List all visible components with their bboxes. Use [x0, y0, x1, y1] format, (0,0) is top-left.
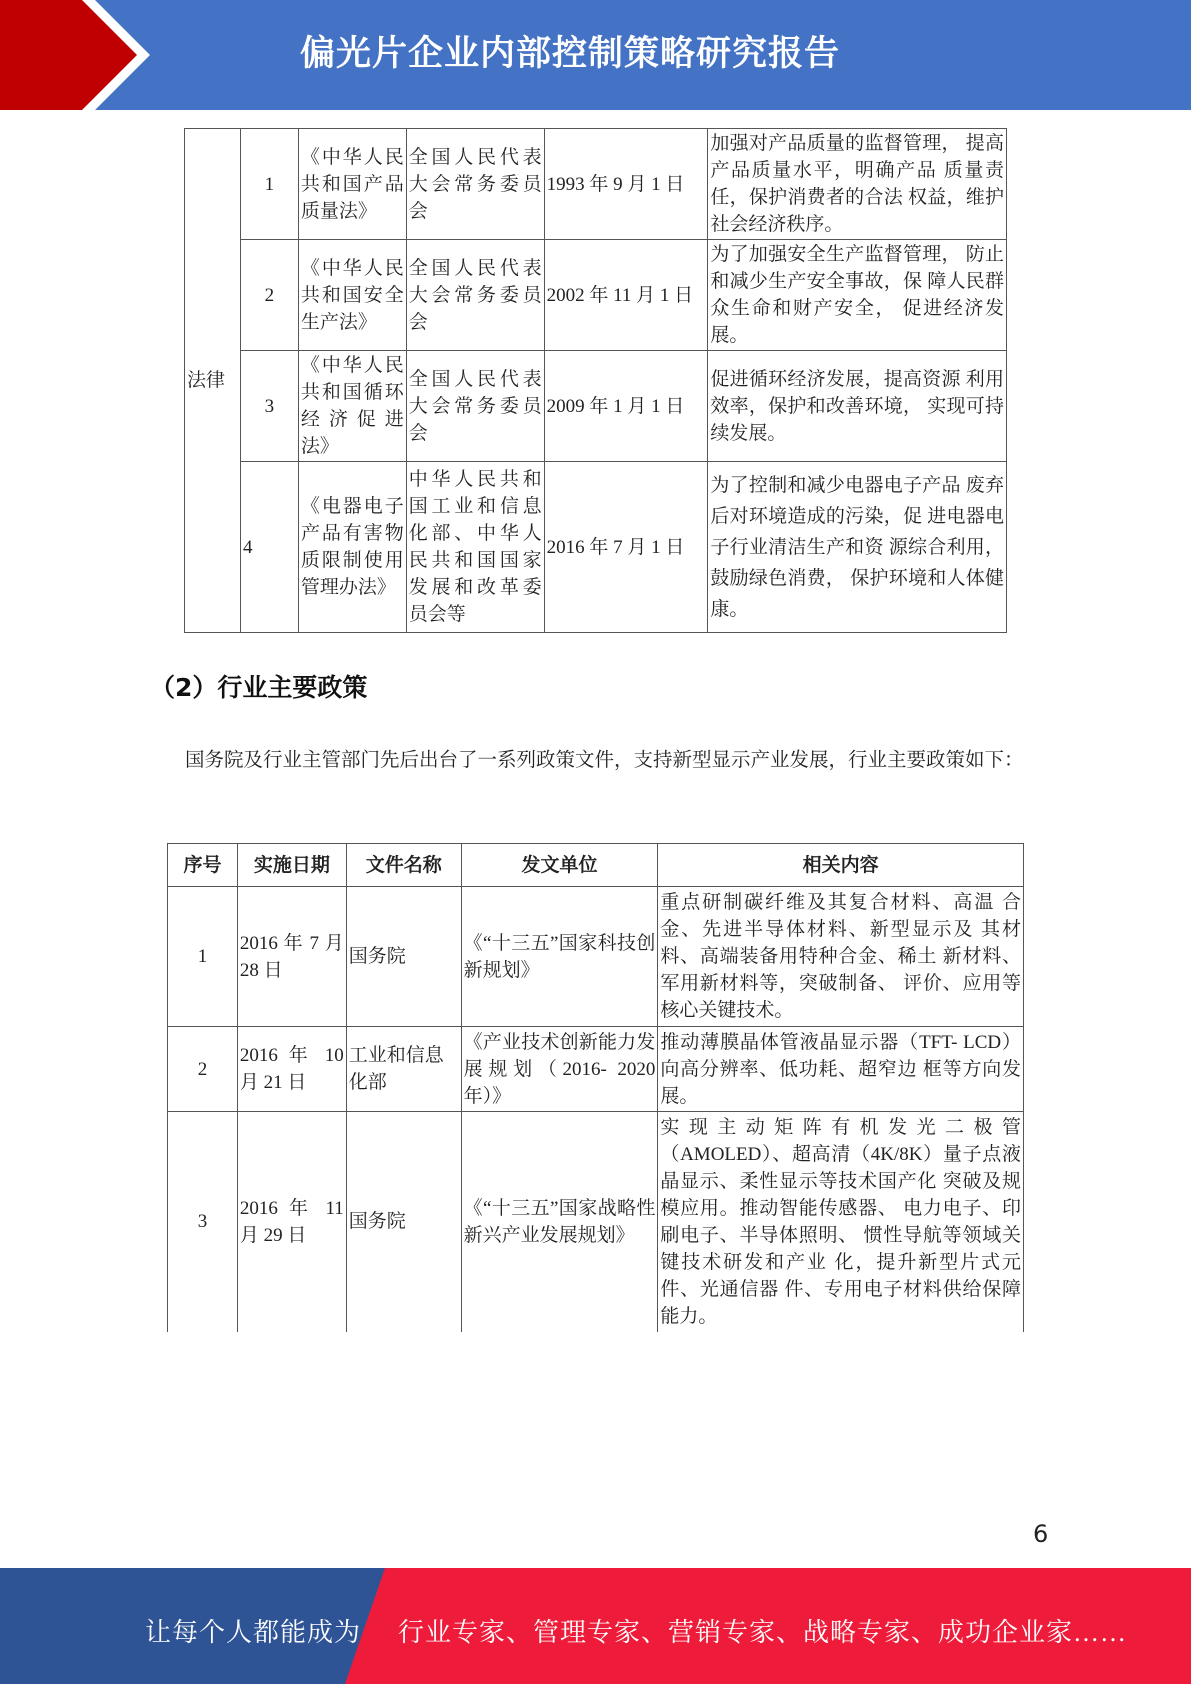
table-row	[168, 1027, 1024, 1112]
row-number: 1	[240, 129, 298, 240]
effective-date: 1993 年 9 月 1 日	[544, 129, 708, 240]
issuer: 《产业技术创新能力发展规划（2016- 2020 年）》	[461, 1027, 658, 1112]
issuer: 全国人民代表大会常务委员会	[406, 129, 544, 240]
footer-slogan-right: 行业专家、管理专家、营销专家、战略专家、成功企业家……	[398, 1618, 1128, 1647]
effective-date: 2016 年 10 月 21 日	[237, 1027, 346, 1112]
law-name: 《中华人民共和国产品质量法》	[298, 129, 406, 240]
law-name: 《电器电子产品有害物质限制使用管理办法》	[298, 462, 406, 633]
document-name: 工业和信息化部	[346, 1027, 461, 1112]
column-header: 发文单位	[461, 844, 658, 887]
header-arrow-decoration	[0, 0, 150, 110]
table-header-row	[168, 844, 1024, 887]
document-name: 国务院	[346, 1112, 461, 1332]
document-name: 国务院	[346, 887, 461, 1027]
row-number: 1	[168, 887, 238, 1027]
column-header: 实施日期	[237, 844, 346, 887]
effective-date: 2016 年 7 月 28 日	[237, 887, 346, 1027]
laws-table	[184, 128, 1007, 633]
purpose: 加强对产品质量的监督管理， 提高产品质量水平，明确产品 质量责任，保护消费者的合法 权益，维护社会经济秩序。	[708, 129, 1007, 240]
table-row	[185, 351, 1007, 462]
row-number: 2	[168, 1027, 238, 1112]
footer-slogan-left: 让每个人都能成为	[145, 1618, 362, 1647]
row-number: 4	[240, 462, 298, 633]
purpose: 为了控制和减少电器电子产品 废弃后对环境造成的污染，促 进电器电子行业清洁生产和资 源综合利用，鼓励绿色消费， 保护环境和人体健康。	[708, 462, 1007, 633]
purpose: 促进循环经济发展，提高资源 利用效率，保护和改善环境， 实现可持续发展。	[708, 351, 1007, 462]
related-content: 实现主动矩阵有机发光二极管（AMOLED）、超高清（4K/8K）量子点液晶显示、柔性显示等技术国产化 突破及规模应用。推动智能传感器、 电力电子、印刷电子、半导体照明、 惯性导航等领域关键技术研发和产业 化，提升新型片式元件、光通信器 件、专用电子材料供给保障能力。	[658, 1112, 1024, 1332]
issuer: 中华人民共和国工业和信息化部、中华人民共和国国家发展和改革委员会等	[406, 462, 544, 633]
issuer: 《“十三五”国家战略性新兴产业发展规划》	[461, 1112, 658, 1332]
page-header	[0, 0, 1191, 110]
related-content: 重点研制碳纤维及其复合材料、高温 合金、先进半导体材料、新型显示及 其材料、高端装备用特种合金、稀土 新材料、军用新材料等，突破制备、 评价、应用等核心关键技术。	[658, 887, 1024, 1027]
effective-date: 2002 年 11 月 1 日	[544, 240, 708, 351]
table-row	[168, 887, 1024, 1027]
intro-paragraph: 国务院及行业主管部门先后出台了一系列政策文件，支持新型显示产业发展，行业主要政策如下：	[185, 750, 1024, 771]
issuer: 《“十三五”国家科技创新规划》	[461, 887, 658, 1027]
table-row	[185, 129, 1007, 240]
effective-date: 2016 年 11 月 29 日	[237, 1112, 346, 1332]
issuer: 全国人民代表大会常务委员会	[406, 351, 544, 462]
law-name: 《中华人民共和国循环经济促进法》	[298, 351, 406, 462]
column-header: 文件名称	[346, 844, 461, 887]
purpose: 为了加强安全生产监督管理， 防止和减少生产安全事故，保 障人民群众生命和财产安全， 促进经济发展。	[708, 240, 1007, 351]
table-row	[185, 240, 1007, 351]
column-header: 序号	[168, 844, 238, 887]
effective-date: 2016 年 7 月 1 日	[544, 462, 708, 633]
row-number: 3	[168, 1112, 238, 1332]
category-cell: 法律	[185, 129, 241, 633]
row-number: 2	[240, 240, 298, 351]
policies-table	[167, 843, 1024, 1332]
law-name: 《中华人民共和国安全生产法》	[298, 240, 406, 351]
table-row	[185, 462, 1007, 633]
table-row	[168, 1112, 1024, 1332]
section-heading: （2）行业主要政策	[150, 673, 368, 702]
effective-date: 2009 年 1 月 1 日	[544, 351, 708, 462]
related-content: 推动薄膜晶体管液晶显示器（TFT- LCD）向高分辨率、低功耗、超窄边 框等方向发展。	[658, 1027, 1024, 1112]
page-number: 6	[1033, 1520, 1049, 1548]
report-title: 偏光片企业内部控制策略研究报告	[300, 34, 841, 74]
column-header: 相关内容	[658, 844, 1024, 887]
row-number: 3	[240, 351, 298, 462]
issuer: 全国人民代表大会常务委员会	[406, 240, 544, 351]
